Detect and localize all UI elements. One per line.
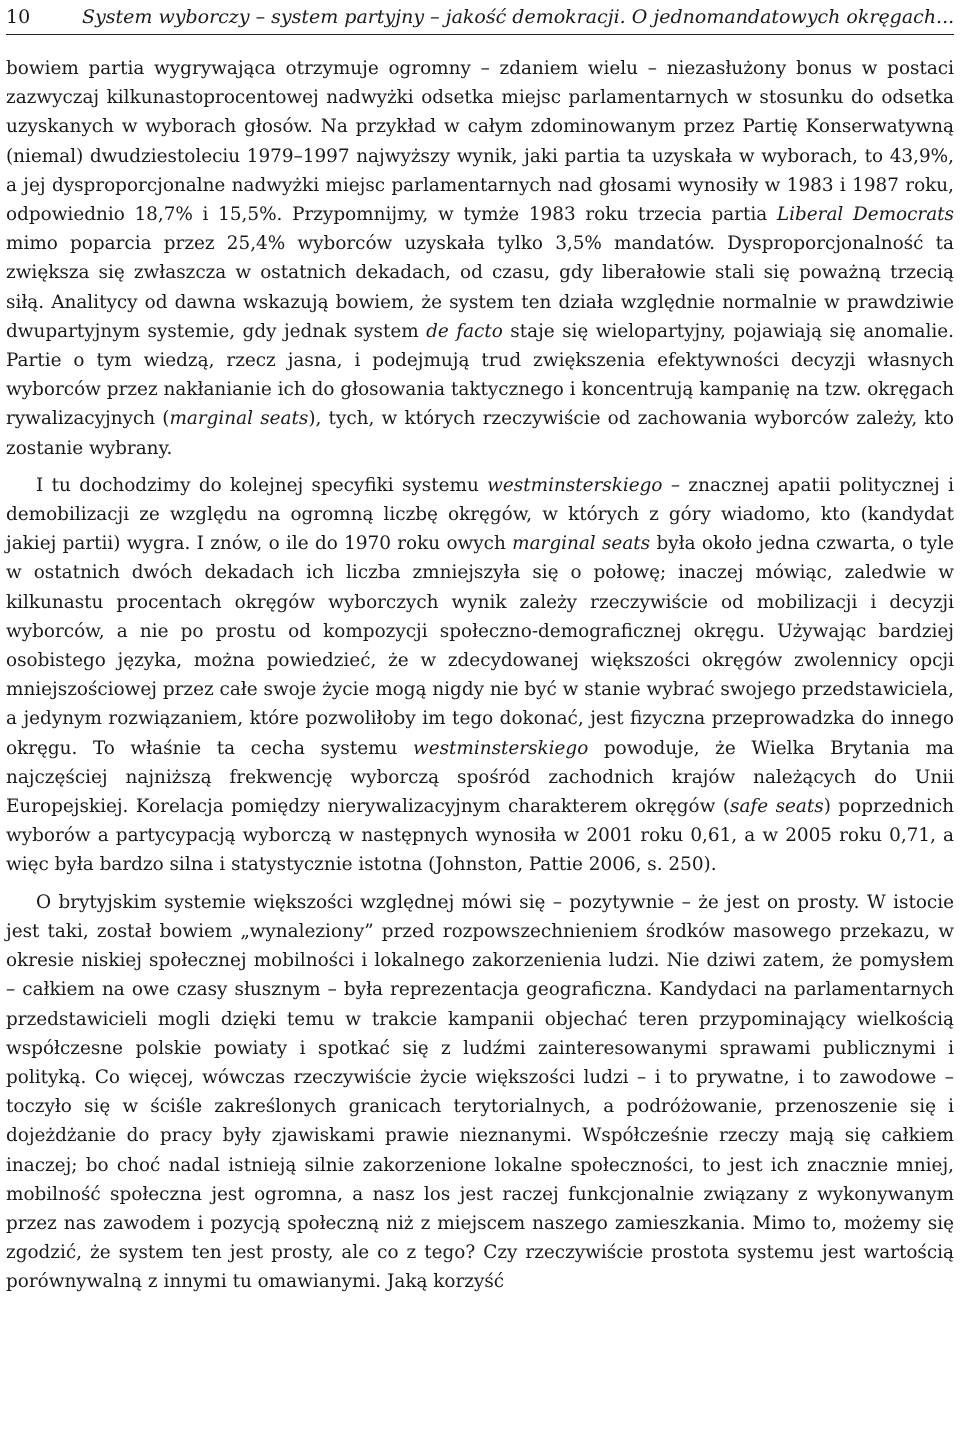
- text-segment: I tu dochodzimy do kolejnej specyfiki systemu: [36, 474, 488, 496]
- text-segment: O brytyjskim systemie większości względnej mówi się – pozytywnie – że jest on prosty. W istocie jest taki, został bowiem „wynaleziony” przed rozpowszechnieniem środków masowego przekazu, w okresie niskiej społecznej mobilności i lokalnego zakorzenienia ludzi. Nie dziwi zatem, że pomysłem – całkiem na owe czasy słusznym – była reprezentacja geograficzna. Kandydaci na parlamentarnych przedstawicieli mogli dzięki temu w trakcie kampanii objechać teren przypominający wielkością współczesne polskie powiaty i spotkać się z ludźmi zainteresowanymi sprawami publicznymi i polityką. Co więcej, wówczas rzeczywiście życie większości ludzi – i to prywatne, i to zawodowe – toczyło się w ściśle zakreślonych granicach terytorialnych, a podróżowanie, przenoszenie się i dojeżdżanie do pracy były zjawiskami prawie nieznanymi. Współcześnie rzeczy mają się całkiem inaczej; bo choć nadal istnieją silnie zakorzenione lokalne społeczności, to jest ich znacznie mniej, mobilność społeczna jest ogromna, a nasz los jest raczej funkcjonalnie związany z wykonywanym przez nas zawodem i pozycją społeczną niż z miejscem naszego zamieszkania. Mimo to, możemy się zgodzić, że system ten jest prosty, ale co z tego? Czy rzeczywiście prostota systemu jest wartością porównywalną z innymi tu omawianymi. Jaką korzyść: [6, 891, 954, 1293]
- paragraph-2: [6, 471, 954, 880]
- italic-term: westminsterskiego: [412, 737, 589, 759]
- text-segment: ), tych, w których rzeczywiście od zachowania wyborców zależy, kto zostanie wybrany.: [6, 408, 954, 459]
- text-segment: – znacznej apatii politycznej i demobilizacji ze względu na ogromną liczbę okręgów, w których z góry wiadomo, kto (kandydat jakiej partii) wygra. I znów, o ile do 1970 roku owych: [6, 474, 954, 555]
- paragraph-1: [6, 54, 954, 463]
- text-segment: staje się wielopartyjny, pojawiają się anomalie. Partie o tym wiedzą, rzecz jasna, i podejmują trud zwiększenia efektywności decyzji własnych wyborców przez nakłanianie ich do głosowania taktycznego i koncentrują kampanię na tzw. okręgach rywalizacyjnych (: [6, 320, 954, 430]
- page-number: 10: [6, 6, 31, 28]
- text-segment: ) poprzednich wyborów a partycypacją wyborczą w następnych wynosiła w 2001 roku 0,61, a w 2005 roku 0,71, a więc była bardzo silna i statystycznie istotna (Johnston, Pattie 2006, s. 250).: [6, 796, 954, 876]
- text-segment: była około jedna czwarta, o tyle w ostatnich dwóch dekadach ich liczba zmniejszyła się o połowę; inaczej mówiąc, zaledwie w kilkunastu procentach okręgów wyborczych wynik zależy rzeczywiście od mobilizacji i decyzji wyborców, a nie po prostu od kompozycji społeczno-demograficznej okręgu. Używając bardziej osobistego języka, można powiedzieć, że w zdecydowanej większości okręgów zwolennicy opcji mniejszościowej przez całe swoje życie mogą nigdy nie być w stanie wybrać swojego przedstawiciela, a jedynym rozwiązaniem, które pozwoliłoby im tego dokonać, jest fizyczna przeprowadzka do innego okręgu. To właśnie ta cecha systemu: [6, 533, 954, 759]
- italic-term: de facto: [426, 320, 503, 342]
- italic-term: marginal seats: [512, 533, 651, 555]
- text-segment: powoduje, że Wielka Brytania ma najczęściej najniższą frekwencję wyborczą spośród zachodnich krajów należących do Unii Europejskiej. Korelacja pomiędzy nierywalizacyjnym charakterem okręgów (: [6, 737, 954, 818]
- text-segment: bowiem partia wygrywająca otrzymuje ogromny – zdaniem wielu – niezasłużony bonus w postaci zazwyczaj kilkunastoprocentowej nadwyżki odsetka miejsc parlamentarnych w stosunku do odsetka uzyskanych w wyborach głosów. Na przykład w całym zdominowanym przez Partię Konserwatywną (niemal) dwudziestoleciu 1979–1997 najwyższy wynik, jaki partia ta uzyskała w wyborach, to 43,9%, a jej dysproporcjonalne nadwyżki miejsc parlamentarnych nad głosami wynosiły w 1983 i 1987 roku, odpowiednio 18,7% i 15,5%. Przypomnijmy, w tymże 1983 roku trzecia partia: [6, 58, 954, 226]
- italic-term: Liberal Democrats: [776, 204, 954, 226]
- italic-term: westminsterskiego: [487, 474, 663, 496]
- running-header: [6, 4, 954, 35]
- paragraph-3: [6, 888, 954, 1297]
- body-text: [6, 54, 954, 1305]
- italic-term: marginal seats: [169, 408, 309, 430]
- italic-term: safe seats: [730, 796, 824, 818]
- running-title: System wyborczy – system partyjny – jakość demokracji. O jednomandatowych okręgach...: [82, 6, 954, 28]
- text-segment: mimo poparcia przez 25,4% wyborców uzyskała tylko 3,5% mandatów. Dysproporcjonalność ta zwiększa się zwłaszcza w ostatnich dekadach, od czasu, gdy liberałowie stali się poważną trzecią siłą. Analitycy od dawna wskazują bowiem, że system ten działa względnie normalnie w prawdziwie dwupartyjnym systemie, gdy jednak system: [6, 233, 954, 342]
